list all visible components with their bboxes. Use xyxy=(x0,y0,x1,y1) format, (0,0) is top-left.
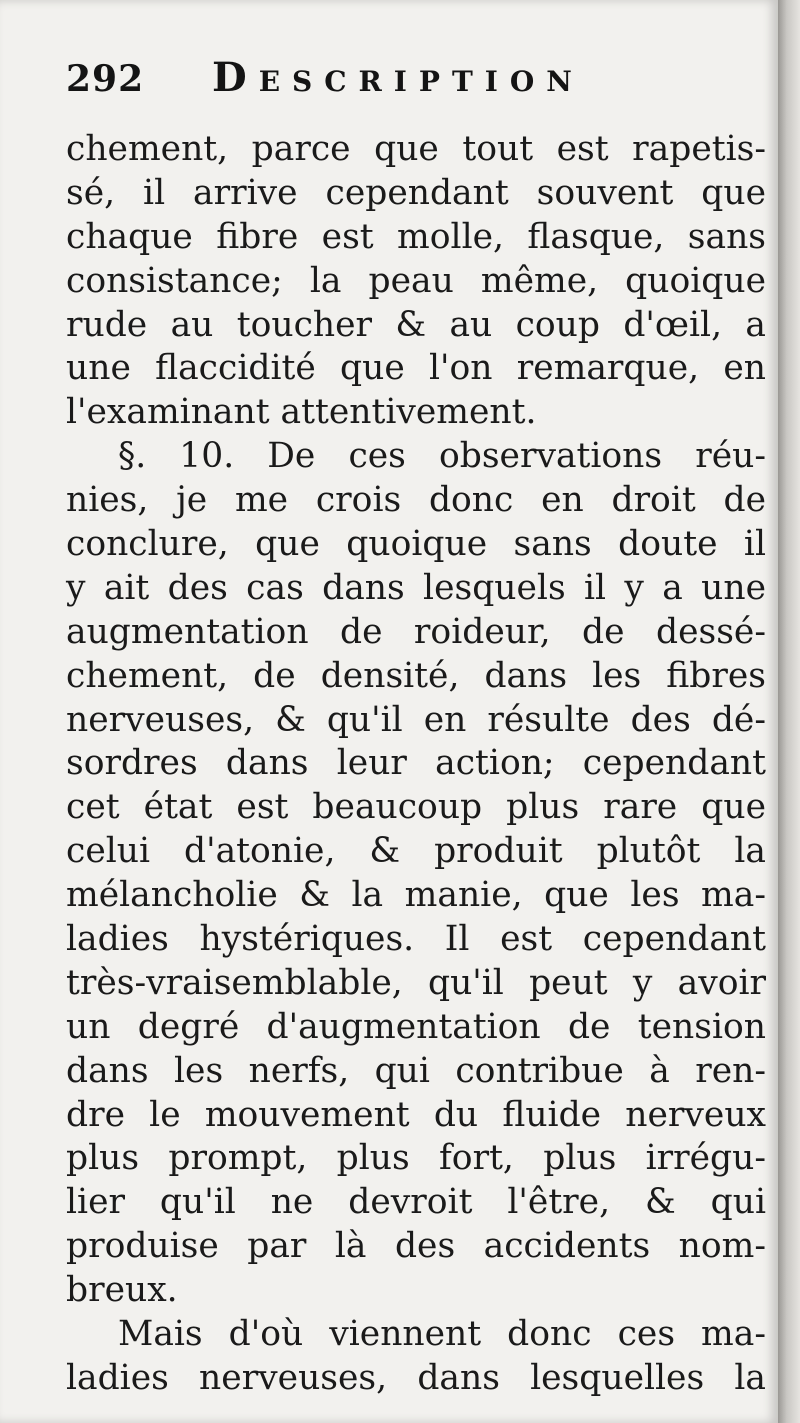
text-line: §. 10. De ces observations réu- xyxy=(118,436,766,477)
text-line: rude au toucher & au coup d'œil, a xyxy=(66,304,766,345)
body-text xyxy=(66,128,766,1401)
running-head: Description xyxy=(212,54,584,101)
text-line: conclure, que quoique sans doute il xyxy=(66,524,766,565)
text-line: chaque fibre est molle, flasque, sans xyxy=(66,216,766,257)
text-line: consistance; la peau même, quoique xyxy=(66,260,766,301)
text-line: lier qu'il ne devroit l'être, & qui xyxy=(66,1182,766,1223)
text-line: cet état est beaucoup plus rare que xyxy=(66,787,766,828)
text-line: l'examinant attentivement. xyxy=(66,392,537,433)
text-line: sé, il arrive cependant souvent que xyxy=(66,172,766,213)
text-line: augmentation de roideur, de dessé- xyxy=(66,611,766,652)
text-line: breux. xyxy=(66,1270,178,1311)
text-line: une flaccidité que l'on remarque, en xyxy=(66,348,766,389)
text-line: y ait des cas dans lesquels il y a une xyxy=(66,567,766,608)
page-header xyxy=(66,50,766,110)
text-line: nies, je me crois donc en droit de xyxy=(66,480,766,521)
text-line: chement, de densité, dans les fibres xyxy=(66,655,766,696)
book-gutter xyxy=(778,0,800,1423)
text-line: dans les nerfs, qui contribue à ren- xyxy=(66,1050,766,1091)
page-number: 292 xyxy=(66,58,145,100)
text-line: plus prompt, plus fort, plus irrégu- xyxy=(66,1138,766,1179)
text-line: dre le mouvement du fluide nerveux xyxy=(66,1094,766,1135)
text-line: produise par là des accidents nom- xyxy=(66,1226,766,1267)
text-line: mélancholie & la manie, que les ma- xyxy=(66,875,766,916)
text-line: nerveuses, & qu'il en résulte des dé- xyxy=(66,699,766,740)
text-line: chement, parce que tout est rapetis- xyxy=(66,129,766,169)
text-line: ladies nerveuses, dans lesquelles la xyxy=(66,1357,766,1398)
text-line: très-vraisemblable, qu'il peut y avoir xyxy=(66,962,766,1003)
text-line: un degré d'augmentation de tension xyxy=(66,1006,766,1047)
text-line: sordres dans leur action; cependant xyxy=(66,743,766,784)
text-line: celui d'atonie, & produit plutôt la xyxy=(66,831,766,872)
text-line: ladies hystériques. Il est cependant xyxy=(66,919,766,960)
text-line: Mais d'où viennent donc ces ma- xyxy=(118,1314,766,1355)
